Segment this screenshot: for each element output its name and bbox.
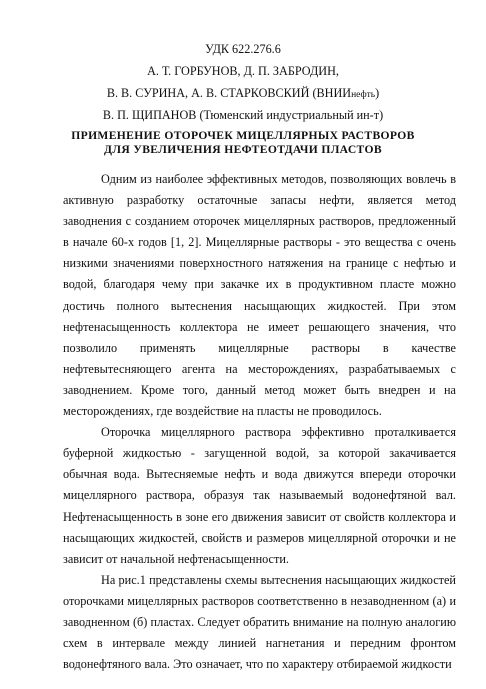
article-body bbox=[63, 169, 456, 675]
authors-line-1: А. Т. ГОРБУНОВ, Д. П. ЗАБРОДИН, bbox=[147, 64, 339, 78]
authors-line-3: В. П. ЩИПАНОВ (Тюменский индустриальный ин-т) bbox=[102, 108, 384, 122]
paragraph: На рис.1 представлены схемы вытеснения насыщающих жидкостей оторочками мицеллярных растворов соответственно в незаводненном (а) и заводненном (б) пластах. Следует обратить внимание на полную аналогию схем в интервале между линией нагнетания и передним фронтом водонефтяного вала. Это означает, что по характеру отбираемой жидкости bbox=[63, 572, 456, 672]
paragraph: Одним из наиболее эффективных методов, позволяющих вовлечь в активную разработку остаточные запасы нефти, является метод заводнения с созданием оторочек мицеллярных растворов, предложенный в начале 60-х годов [1, 2]. Мицеллярные растворы - это вещества с очень низкими значениями поверхностного натяжения на границе с нефтью и водой, благодаря чему при закачке их в продуктивном пласте можно достичь полного вытеснения насыщающих жидкостей. При этом нефтенасыщенность коллектора не имеет решающего значения, что позволило применять мицеллярные растворы в качестве нефтевытесняющего агента на месторождениях, разрабатываемых с заводнением. Кроме того, данный метод может быть внедрен и на месторождениях, где воздействие на пласты не проводилось. bbox=[63, 172, 456, 419]
udc-code: УДК 622.276.6 bbox=[205, 42, 281, 56]
authors-line-2-main: В. В. СУРИНА, А. В. СТАРКОВСКИЙ (ВНИИ bbox=[106, 86, 352, 100]
article-title-line-1: ПРИМЕНЕНИЕ ОТОРОЧЕК МИЦЕЛЛЯРНЫХ РАСТВОРОВ bbox=[71, 129, 415, 142]
paragraph: Оторочка мицеллярного раствора эффективно проталкивается буферной жидкостью - загущенной водой, за которой закачивается обычная вода. Вытесняемые нефть и вода движутся впереди оторочки мицеллярного раствора, образуя так называемый водонефтяной вал. Нефтенасыщенность в зоне его движения зависит от свойств коллектора и насыщающих жидкостей, свойств и размеров мицеллярной оторочки и не зависит от начальной нефтенасыщенности. bbox=[63, 425, 456, 566]
article-title-line-2: ДЛЯ УВЕЛИЧЕНИЯ НЕФТЕОТДАЧИ ПЛАСТОВ bbox=[104, 143, 382, 156]
authors-line-2-small: нефть bbox=[351, 90, 376, 100]
authors-line-2-end: ) bbox=[375, 86, 380, 100]
authors-line-2 bbox=[0, 86, 486, 102]
